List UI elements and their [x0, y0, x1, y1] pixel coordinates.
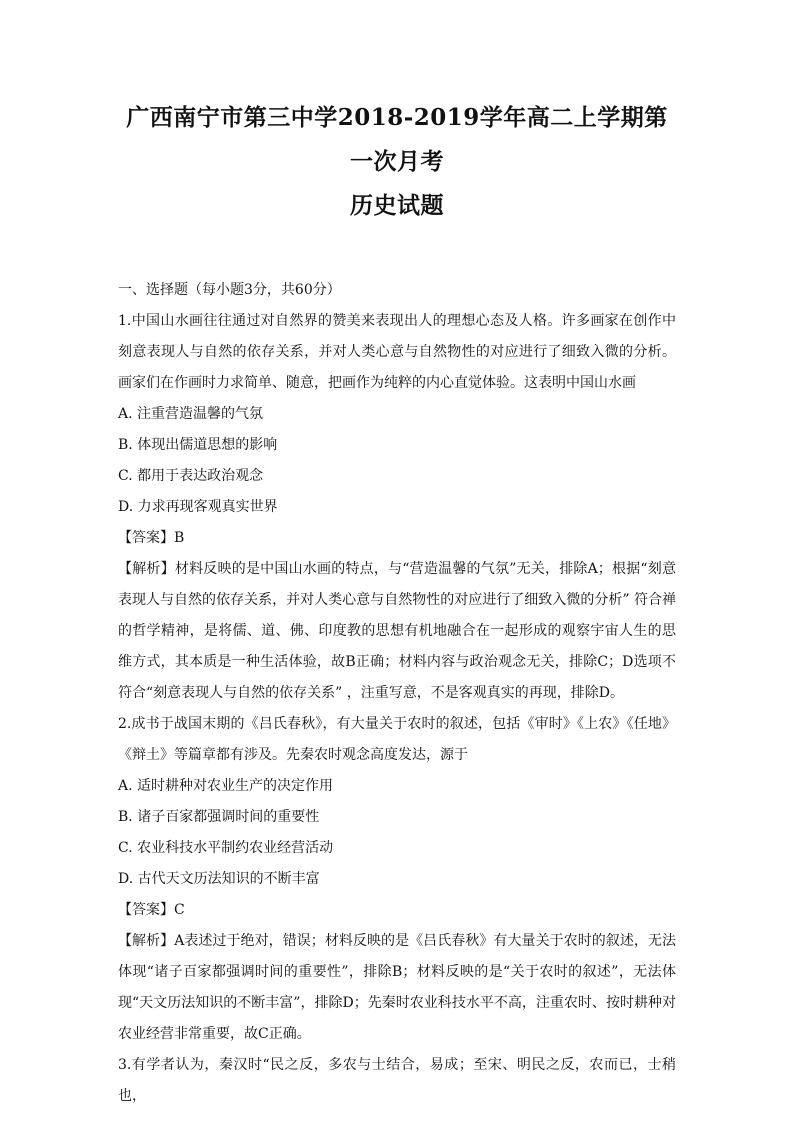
option-c: C. 农业科技水平制约农业经营活动 — [118, 840, 334, 856]
option-b: B. 体现出儒道思想的影响 — [118, 437, 278, 453]
option-d: D. 古代天文历法知识的不断丰富 — [118, 871, 320, 887]
option-a: A. 适时耕种对农业生产的决定作用 — [118, 778, 334, 794]
answer: 【答案】C — [118, 902, 185, 918]
option-a: A. 注重营造温馨的气氛 — [118, 406, 264, 422]
question-3 — [118, 1050, 676, 1112]
option-d: D. 力求再现客观真实世界 — [118, 499, 278, 515]
question-1 — [118, 306, 676, 709]
analysis: 【解析】A表述过于绝对，错误；材料反映的是《吕氏春秋》有大量关于农时的叙述，无法体现“诸子百家都强调时间的重要性”，排除B；材料反映的是“关于农时的叙述”，无法体现“天文历法知识的不断丰富”，排除D；先秦时农业科技水平不高，注重农时、按时耕种对农业经营非常重要，故C正确。 — [118, 933, 676, 1042]
section-heading: 一、选择题（每小题3分，共60分） — [118, 282, 341, 298]
question-2 — [118, 709, 676, 1050]
question-stem: 2.成书于战国末期的《吕氏春秋》，有大量关于农时的叙述，包括《审时》《上农》《任地》《辩土》等篇章都有涉及。先秦农时观念高度发达，源于 — [118, 716, 676, 763]
analysis: 【解析】材料反映的是中国山水画的特点，与“营造温馨的气氛”无关，排除A；根据“刻意表现人与自然的依存关系，并对人类心意与自然物性的对应进行了细致入微的分析” 符合禅的哲学精神，是将儒、道、佛、印度教的思想有机地融合在一起形成的观察宇宙人生的思维方式，其本质是一种生活体验，故B正确；材料内容与政治观念无关，排除C；D选项不符合“刻意表现人与自然的依存关系” ，注重写意，不是客观真实的再现，排除D。 — [118, 561, 676, 701]
question-stem: 3.有学者认为，秦汉时“民之反，多农与士结合，易成；至宋、明民之反，农而已，士稍也， — [118, 1057, 676, 1104]
option-b: B. 诸子百家都强调时间的重要性 — [118, 809, 320, 825]
document-title-line2: 历史试题 — [350, 192, 444, 219]
question-stem: 1.中国山水画往往通过对自然界的赞美来表现出人的理想心态及人格。许多画家在创作中刻意表现人与自然的依存关系，并对人类心意与自然物性的对应进行了细致入微的分析。画家们在作画时力求简单、随意，把画作为纯粹的内心直觉体验。这表明中国山水画 — [118, 313, 676, 391]
document-title-line1: 广西南宁市第三中学2018-2019学年高二上学期第一次月考 — [126, 104, 668, 175]
answer: 【答案】B — [118, 530, 185, 546]
option-c: C. 都用于表达政治观念 — [118, 468, 264, 484]
